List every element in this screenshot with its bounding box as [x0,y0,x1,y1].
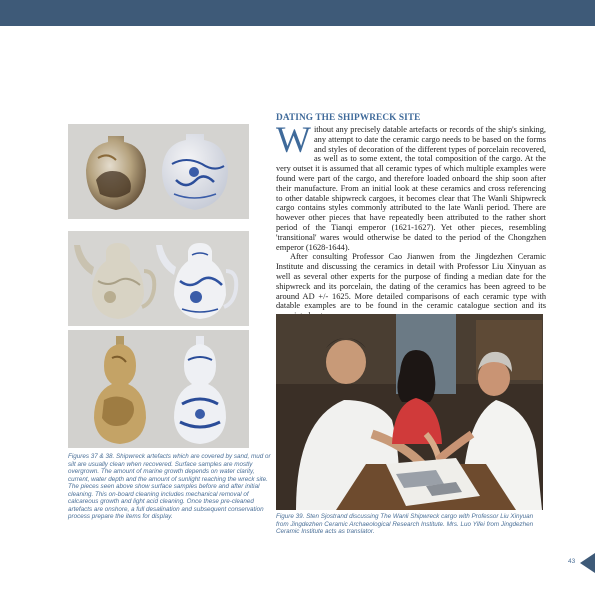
photo-discussion [276,314,543,510]
page-tab-marker [580,553,595,573]
caption-right: Figure 39. Sten Sjostrand discussing The Wanli Shipwreck cargo with Professor Liu Xinyuan from Jingdezhen Ceramic Archaeological Research Institute. Mrs. Luo Yifei from Jingdezhen Ceramic Institute acts as translator. [276,513,534,536]
section-title: DATING THE SHIPWRECK SITE [276,113,421,123]
dropcap: W [276,120,311,161]
page-number: 43 [568,558,576,565]
paragraph-2: After consulting Professor Cao Jianwen from the Jingdezhen Ceramic Institute and discussing the ceramics in detail with Professor Liu Xinyuan as well as several other experts for the purpose of finding a median date for the shipwreck and its porcelain, the dating of the ceramics has been agreed to be around AD +/- 1625. More detailed comparisons of each ceramic type with datable examples are to be found in the ceramic catalogue section and its [276,252,546,311]
photo-ewers [68,231,249,326]
paragraph-1 [276,120,546,252]
body-text [276,120,546,321]
photo-gourds [68,330,249,448]
photo-jars [68,124,249,219]
caption-left: Figures 37 & 38. Shipwreck artefacts which are covered by sand, mud or silt are usually clean when recovered. Surface samples are mostly overgrown. The amount of marine growth depends on water clarity, current, water depth and the amount of sunlight reaching the wreck site. The pieces seen above show surface samples before and after initial cleaning. This on-board cleaning includes mechanical removal of calcareous growth and light acid cleaning. Once these pre-cleaned artefacts are onshore, a full desalination and subsequent conservation process prepare the items for display. [68,453,271,520]
header-band [0,0,595,26]
paragraph-1-text: ithout any precisely datable artefacts or records of the ship's sinking, any attempt to date the ceramic cargo needs to be based on the forms and styles of decoration of the different types of porcelain recovered, as well as to some extent, the total composition of the cargo. At the very outset it is assumed that all ceramic types of which multiple examples were found were part of the cargo, and therefore loaded onboard the ship soon after their manufacture. From an initial look at these ceramics and cross referencing to other datable shipwreck cargoes, it becomes clear that The Wanli Shipwreck cargo contains styles commonly attributed to the late Wanli period. There are however other pieces that have repeatedly been attributed to the rather short period of the Tianqi emperor (1621-1627). Yet other pieces, resembling 'transitional' wares would otherwise be dated to the period of the Chongzhen emperor (1628-1644). [276,125,546,252]
